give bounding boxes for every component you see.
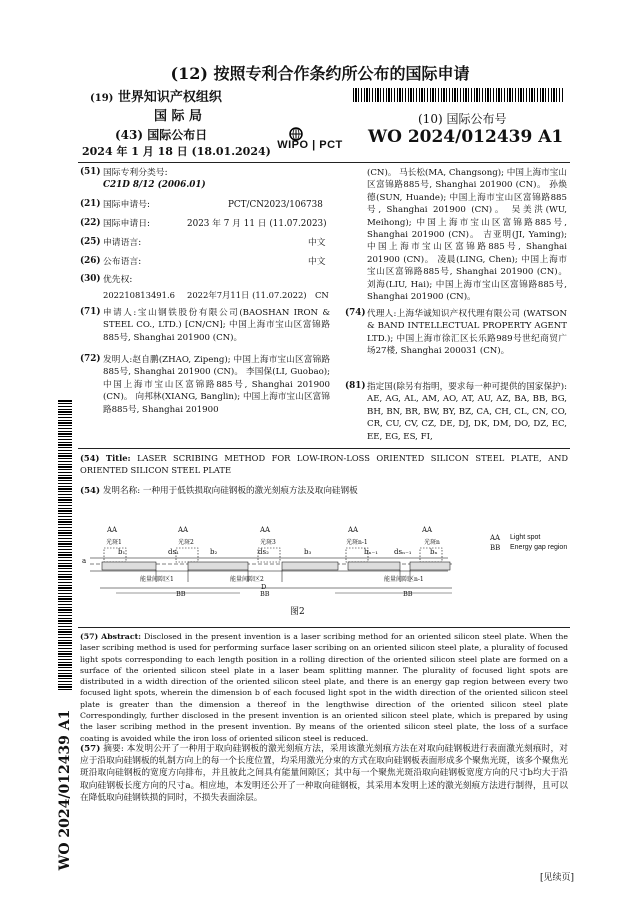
field-30-label: 优先权:	[103, 275, 133, 285]
field-30-date: 2022年7月11日 (11.07.2022)	[187, 290, 307, 300]
field-71-text: 宝山钢铁股份有限公司(BAOSHAN IRON & STEEL CO., LTD.) [CN/CN]; 中国上海市宝山区富锦路885号, Shanghai 201900 (CN)。	[103, 308, 330, 343]
label-bb-2: BB	[260, 590, 270, 598]
figure-caption: 图2	[290, 607, 305, 617]
field-81-text: 指定国(除另有指明，要求每一种可提供的国家保护): AE, AG, AL, AM, AO, AT, AU, AZ, BA, BB, BG, BH, BN, BR, BW, BY, BZ, CA, CH, CL, CN, CO, CR, CU, CV, CZ, DE, DJ, DK, DM, DO, DZ, EC, EE, EG, ES, FI,	[367, 382, 567, 442]
abstract-en: Disclosed in the present invention is a laser scribing method for an oriented silicon steel plate. When the laser scribing method is used for performing surface laser scribing on an oriented silicon steel plate, a plurality of focused light spots corresponding to each length position in a rolling direction of the oriented silicon steel plate are formed on a surface of the oriented silicon steel plate in a laser beam splitting manner. The plurality of focused light spots are distributed in a width direction of the oriented silicon steel plate, and there is an energy gap region between every two focused light spots, wherein the dimension b of each focused light spot in the width direction of the oriented silicon steel plate is greater than the dimension a thereof in the lengthwise direction of the oriented silicon steel plate Correspondingly, further disclosed in the present invention is an oriented silicon steel plate, which is prepared by using the laser scribing method in the present invention. By means of the oriented silicon steel plate, the loss of a surface coating is avoided while the iron loss of oriented silicon steel is reduced.	[80, 632, 569, 743]
field-71-label: 申请人:	[103, 308, 137, 318]
field-72-body	[103, 354, 330, 416]
spot-bar-3	[282, 562, 338, 570]
org-name: 世界知识产权组织	[117, 90, 222, 105]
field-22-value: 2023 年 7 月 11 日 (11.07.2023)	[187, 219, 327, 229]
label-b2: b₂	[210, 548, 218, 556]
label-spot-n1: 光斑n-1	[346, 539, 368, 546]
figure-2	[80, 520, 570, 620]
field-22-label: 国际申请日:	[103, 219, 150, 229]
field-21-num: (21)	[80, 199, 101, 209]
document-title: (12) 按照专利合作条约所公布的国际申请	[170, 64, 470, 83]
field-72-continued: (CN)。 马长松(MA, Changsong); 中国上海市宝山区富锦路885号, Shanghai 201900 (CN)。 孙焕德(SUN, Huande); 中国上海市宝山区富锦路885号, Shanghai 201900 (CN)。 吴美洪(WU, Meihong); 中国上海市宝山区富锦路885号, Shanghai 201900 (CN)。 吉亚明(JI, Yaming); 中国上海市宝山区富锦路885号, Shanghai 201900 (CN)。 凌晨(LING, Chen); 中国上海市宝山区富锦路885号, Shanghai 201900 (CN)。 刘海(LIU, Hai); 中国上海市宝山区富锦路885号, Shanghai 201900 (CN)。	[367, 168, 567, 303]
field-72-label: 发明人:	[103, 355, 133, 365]
spot-box-2	[176, 548, 198, 562]
title-zh-num: (54)	[80, 486, 101, 496]
pub-date-label: (43) 国际公布日	[115, 128, 208, 142]
field-72-num: (72)	[80, 354, 101, 364]
field-74-num: (74)	[345, 308, 366, 318]
legend-bb: BB	[490, 544, 501, 552]
barcode-top	[353, 88, 563, 102]
label-gap-2: 能量间隙区2	[230, 576, 264, 583]
field-74-label: 代理人:	[367, 309, 397, 319]
pub-no: WO 2024/012439 A1	[368, 127, 564, 147]
field-30-country: CN	[315, 290, 329, 300]
field-51-label: 国际专利分类号:	[103, 168, 168, 178]
side-pub-number: WO 2024/012439 A1	[57, 709, 73, 871]
label-ds1: ds₁	[168, 548, 179, 556]
field-81-num: (81)	[345, 381, 366, 391]
title-zh-block	[80, 485, 568, 497]
abstract-zh: 本发明公开了一种用于取向硅钢板的激光刻痕方法，采用该激光刻痕方法在对取向硅钢板进行表面激光刻痕时，对应于沿取向硅钢板的轧制方向上的每一个长度位置，均采用激光分束的方式在取向硅钢板表面形成多个聚焦光斑，该多个聚焦光斑沿取向硅钢板的宽度方向排布，并且彼此之间具有能量间隙区；其中每一个聚焦光斑沿取向硅钢板宽度方向的尺寸b均大于沿取向硅钢板长度方向的尺寸a。相应地，本发明还公开了一种取向硅钢板，其采用本发明上述的激光刻痕方法进行制得，且可以在降低取向硅钢铁损的同时，不损失表面涂层。	[80, 744, 568, 803]
continued-note: [见续页]	[540, 873, 575, 883]
field-22-num: (22)	[80, 218, 101, 228]
field-25-label: 申请语言:	[103, 238, 142, 248]
label-a: a	[82, 557, 87, 565]
label-bn1: bₙ₋₁	[364, 548, 379, 556]
wipo-logo-text: WIPO | PCT	[277, 139, 343, 151]
label-spot-2: 光斑2	[178, 539, 194, 546]
field-21-value: PCT/CN2023/106738	[228, 200, 323, 210]
field-26-label: 公布语言:	[103, 257, 142, 267]
header-rule	[78, 162, 570, 163]
title-en-block	[80, 452, 568, 477]
spot-bar-2	[188, 562, 248, 570]
legend-aa: AA	[490, 534, 501, 542]
label-b3: b₃	[304, 548, 312, 556]
field-26-value: 中文	[308, 257, 326, 267]
abstract-en-label: Abstract:	[101, 632, 142, 641]
label-gap-n1: 能量间隙区n-1	[384, 576, 424, 583]
field-21-label: 国际申请号:	[103, 200, 150, 210]
barcode-side	[58, 400, 72, 690]
title-zh: 一种用于低铁损取向硅钢板的激光刻痕方法及取向硅钢板	[142, 486, 358, 496]
field-26-num: (26)	[80, 256, 101, 266]
field-30-app-no: 202210813491.6	[103, 290, 175, 300]
org-number: (19)	[90, 93, 114, 104]
label-bb-1: BB	[176, 590, 186, 598]
label-spot-1: 光斑1	[106, 539, 122, 546]
pub-date: 2024 年 1 月 18 日 (18.01.2024)	[82, 145, 271, 158]
abstract-zh-label: 摘要:	[103, 744, 124, 754]
field-74-body	[367, 308, 567, 358]
title-en-num: (54)	[80, 453, 100, 463]
label-aa-1: AA	[107, 526, 118, 534]
figure-rule	[78, 627, 570, 628]
pub-no-label: (10) 国际公布号	[418, 112, 507, 126]
title-en-label: Title:	[105, 453, 131, 463]
label-b1: b₁	[118, 548, 126, 556]
org-sub: 国 际 局	[153, 109, 203, 124]
label-aa-2: AA	[178, 526, 189, 534]
field-25-num: (25)	[80, 237, 101, 247]
abstract-num: (57)	[80, 632, 99, 641]
spot-bar-1	[102, 562, 156, 570]
label-aa-4: AA	[348, 526, 359, 534]
label-bn: bₙ	[430, 548, 438, 556]
field-71-num: (71)	[80, 307, 101, 317]
field-30-num: (30)	[80, 274, 101, 284]
legend-bb-text: Energy gap region	[510, 544, 568, 551]
abstract-zh-block	[80, 743, 568, 804]
biblio-rule	[78, 448, 570, 449]
label-dsn1: dsₙ₋₁	[394, 548, 412, 556]
label-bb-3: BB	[403, 590, 413, 598]
wipo-logo	[270, 125, 350, 155]
field-72-text: 赵自鹏(ZHAO, Zipeng); 中国上海市宝山区富锦路885号, Shanghai 201900 (CN)。 李国保(LI, Guobao); 中国上海市宝山区富锦路885号, Shanghai 201900 (CN)。 向邦林(XIANG, Banglin); 中国上海市宝山区富锦路885号, Shanghai 201900	[103, 355, 330, 415]
label-ds2: ds₂	[258, 548, 269, 556]
label-gap-1: 能量间隙区1	[140, 576, 174, 583]
title-en: LASER SCRIBING METHOD FOR LOW-IRON-LOSS ORIENTED SILICON STEEL PLATE, AND ORIENTED SILICON STEEL PLATE	[80, 453, 569, 476]
abstract-zh-num: (57)	[80, 744, 101, 754]
spot-bar-n	[410, 562, 450, 570]
org-block	[90, 86, 260, 124]
label-spot-n: 光斑n	[424, 539, 440, 546]
abstract-en-block	[80, 631, 568, 744]
field-25-value: 中文	[308, 238, 326, 248]
label-d: D	[261, 583, 267, 591]
field-51-value: C21D 8/12 (2006.01)	[103, 180, 206, 190]
label-spot-3: 光斑3	[260, 539, 276, 546]
legend-aa-text: Light spot	[510, 534, 541, 541]
org-heading	[90, 86, 260, 105]
field-74-text: 上海华诚知识产权代理有限公司 (WATSON & BAND INTELLECTUAL PROPERTY AGENT LTD.); 中国上海市徐汇区长乐路989号世纪商贸广场27楼, Shanghai 200031 (CN)。	[367, 309, 567, 357]
spot-bar-n1	[348, 562, 400, 570]
field-71-body	[103, 307, 330, 344]
label-aa-5: AA	[422, 526, 433, 534]
field-51-num: (51)	[80, 167, 101, 177]
title-zh-label: 发明名称:	[102, 486, 141, 496]
label-aa-3: AA	[260, 526, 271, 534]
